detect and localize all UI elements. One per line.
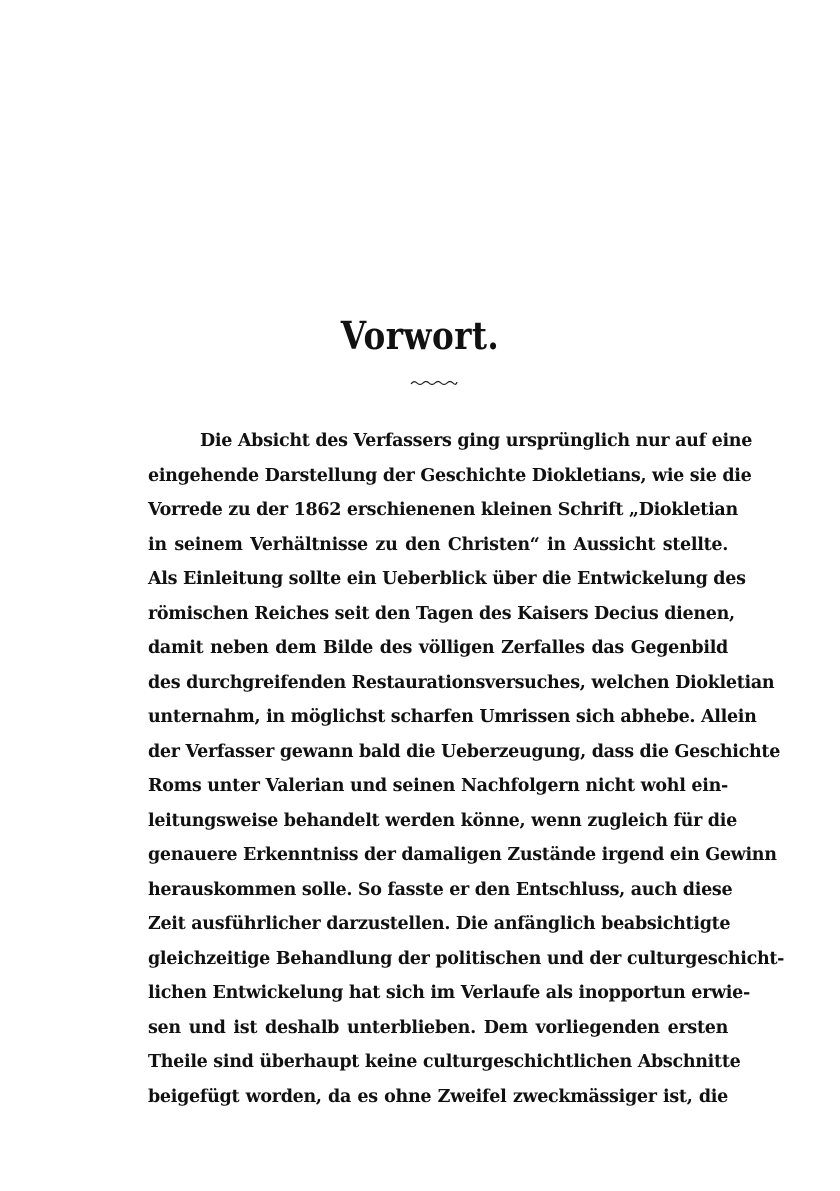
text-line: in seinem Verhältnisse zu den Christen“ in Aussicht stellte. [148,534,728,555]
text-line: sen und ist deshalb unterblieben. Dem vorliegenden ersten [148,1017,728,1038]
text-line: Roms unter Valerian und seinen Nachfolgern nicht wohl ein- [148,776,728,796]
text-line: genauere Erkenntniss der damaligen Zustände irgend ein Gewinn [148,845,777,865]
text-line: lichen Entwickelung hat sich im Verlaufe als inopportun erwie- [148,983,750,1003]
text-line: Als Einleitung sollte ein Ueberblick über die Entwickelung des [148,569,746,589]
text-line: leitungsweise behandelt werden könne, wenn zugleich für die [148,810,737,831]
text-line: der Verfasser gewann bald die Ueberzeugung, dass die Geschichte [148,741,781,762]
text-line: Theile sind überhaupt keine culturgeschichtlichen Abschnitte [148,1052,741,1072]
tilde-ornament-icon [410,378,458,388]
text-line: Zeit ausführlicher darzustellen. Die anfänglich beabsichtigte [148,914,731,934]
page-title: Vorwort. [340,313,500,358]
text-line: damit neben dem Bilde des völligen Zerfalles das Gegenbild [148,638,728,658]
text-line: unternahm, in möglichst scharfen Umrissen sich abhebe. Allein [148,707,757,727]
text-line: gleichzeitige Behandlung der politischen und der culturgeschicht- [148,948,785,969]
text-line: des durchgreifenden Restaurationsversuches, welchen Diokletian [148,672,775,693]
text-line: römischen Reiches seit den Tagen des Kaisers Decius dienen, [148,603,735,624]
text-line: Vorrede zu der 1862 erschienenen kleinen Schrift „Diokletian [148,500,738,520]
text-line: Die Absicht des Verfassers ging ursprünglich nur auf eine [200,431,753,451]
text-line: eingehende Darstellung der Geschichte Diokletians, wie sie die [148,465,752,486]
text-line: herauskommen solle. So fasste er den Entschluss, auch diese [148,879,733,900]
preface-body [148,424,785,1114]
text-line: beigefügt worden, da es ohne Zweifel zweckmässiger ist, die [148,1086,728,1107]
